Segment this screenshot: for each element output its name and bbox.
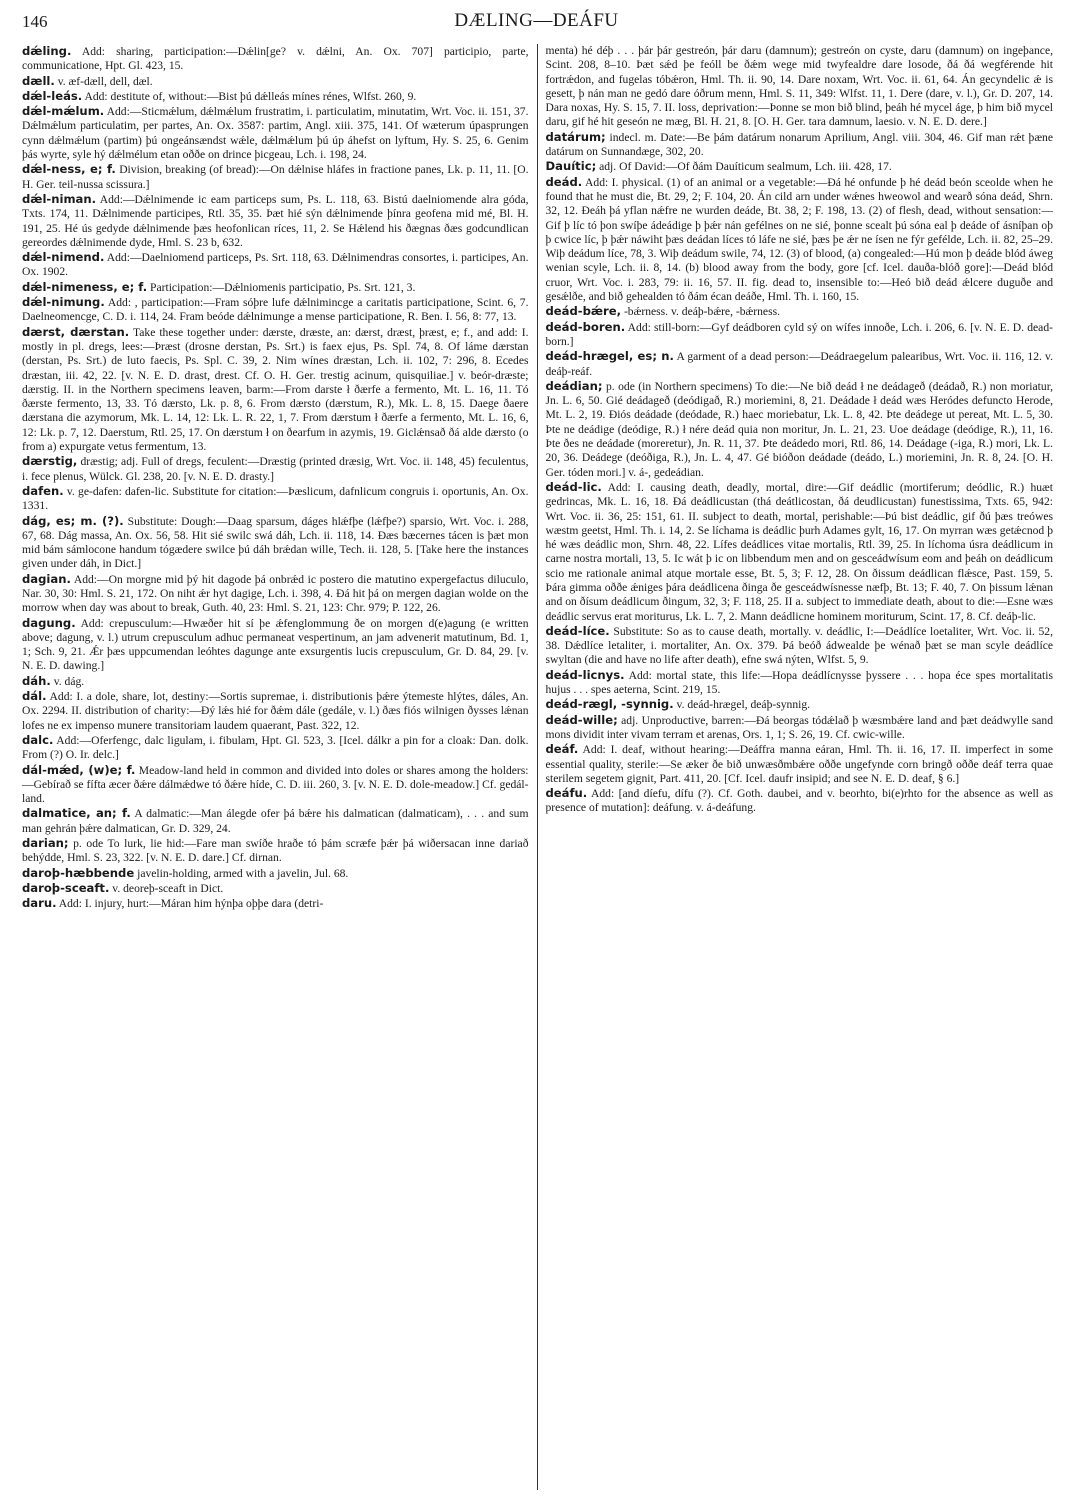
entry-headword: dǽling.	[22, 44, 72, 58]
dictionary-entry	[546, 697, 1054, 712]
entry-definition: Add: mortal state, this life:—Hopa deádlícnysse þyssere . . . hopa éce spes mortalitatis hujus . . . spes aeterna, Scint. 219, 15.	[545, 668, 1053, 697]
entry-definition: A dalmatic:—Man álegde ofer þá bǽre his dalmatican (dalmaticam), . . . and sum man gehrán þǽre dalmatican, Gr. D. 329, 24.	[22, 807, 529, 835]
entry-definition: Add: I. physical. (1) of an animal or a vegetable:—Ðá hé onfunde þ hé deád beón sceolde when he found that he must die, Bt. 29, 2; F. 104, 20. Án cild arn under wǽnes hweowol and wearð sóna deád, Shrn. 32, 12. Ðeáh þá yflan nǽfre ne wurden deáde, Bt. 38, 2; F. 198, 13. (2) of flesh, dead, without sensation:—Gif þ líc tó þon swíþe ádeádige þ þǽr nán gefélnes on ne sié, þonne scealt þú sóna eal þ deáde of ásníþan oþ þ cwice líc, þ þǽr náwiht þæs deádan líces tó láfe ne sié, þæs þe ǽr ne ísen ne fýr gefélde, Lch. ii. 82, 25–29. Wiþ deádum líce, 78, 3. Wiþ deádum swile, 74, 12. (3) of blood, (a) congealed:—Hú mon þ deáde blód áweg wenian scyle, Lch. ii. 8, 14. (b) blood away from the body, gore [cf. Icel. dauða-blóð gore]:—Deád blód cruor, Wrt. Voc. i. 283, 79: ii. 16, 57. II. fig. dead to, insensible to:—Heó bið deád ǽlcere duguðe and gesǽlðe, and bið gehealden tó ðám écan deáðe, Hml. Th. i. 160, 15.	[545, 175, 1053, 304]
dictionary-entry	[546, 713, 1054, 743]
entry-definition: Add: crepusculum:—Hwæðer hit sí þe ǽfenglommung ðe on morgen d(e)agung (e written above; dagung, v. l.) utrum crepusculum adhuc permaneat vespertinum, an jam advenerit matutinum, Bd. 1, 1; Sch. 9, 21. Ǽr þæs uppcumendan leóhtes dagunge ante exsurgentis lucis crepusculum, Gr. D. 84, 29. [v. N. E. D. dawing.]	[22, 616, 529, 673]
entry-definition: Take these together under: dærste, dræste, an: dærst, dræst, þræst, e; f., and add: I. mostly in pl. dregs, lees:—Þræst (drosne derstan, Ps. Srt.) is faex ejus, Ps. Spl. 74, 8. Of láme dærstan (derstan, Ps. Srt.) de luto faecis, Ps. Spl. C. 39, 2. Nim wínes dræstan, Lch. ii. 102, 7: 296, 8. Ecedes dræstan, iii. 42, 22. [v. N. E. D. drast, drest. Cf. O. H. Ger. trestig acinum, quisquiliae.] v. beór-dræste; dærstig. II. in the Northern specimens leaven, barm:—From darste ł ðærfe a fermento, Mt. L. 16, 11. Tó ðærste fermento, 13, 33. Tó dærsto, Lk. p. 8, 6. From dærsto (dærstum, R.), Mk. L. 8, 15. Daege ðaere dærstana die azymorum, Mk. L. 14, 12: Lk. L. R. 22, 1, 7. From dærstum ł ðærfe a fermento, Mt. L. 16, 6, 12: Lk. p. 7, 12. Daerstum, Rtl. 25, 17. On dærstum ł on ðearfum in azymis, 19. Giclǽnsað ðá alde dærsto (o from a) expurgate vetus fermentum, 13.	[22, 325, 529, 454]
entry-definition: dræstig; adj. Full of dregs, feculent:—Dræstig (printed dræsig, Wrt. Voc. ii. 148, 45) feculentus, i. fece plenus, Wülck. Gl. 238, 20. [v. N. E. D. drasty.]	[22, 455, 529, 483]
entry-headword: deád-bǽre,	[545, 304, 622, 319]
dictionary-entry	[546, 668, 1054, 698]
entry-headword: darian;	[22, 836, 69, 851]
dictionary-entry	[22, 689, 529, 733]
dictionary-entry	[546, 304, 1054, 319]
dictionary-entry	[22, 162, 529, 192]
entry-headword: deád-wille;	[545, 712, 618, 727]
entry-headword: deád-licnys.	[545, 667, 625, 682]
entry-definition: v. dág.	[53, 674, 85, 688]
entry-definition: Add: destitute of, without:—Bist þú dǽlleás mínes rénes, Wlfst. 260, 9.	[84, 89, 417, 103]
entry-definition: Add: [and díefu, dífu (?). Cf. Goth. daubei, and v. beorhto, bi(e)rhto for the absence as well as presence of mutation]: deáfung. v. á-deáfung.	[545, 787, 1053, 815]
left-column	[22, 44, 538, 1490]
dictionary-entry	[22, 44, 529, 74]
dictionary-entry	[546, 480, 1054, 624]
entry-definition: adj. Of David:—Of ðám Dauíticum sealmum, Lch. iii. 428, 17.	[599, 160, 892, 174]
dictionary-entry	[22, 866, 529, 881]
dictionary-entry	[546, 786, 1054, 816]
dictionary-entry	[22, 295, 529, 325]
entry-headword: dáh.	[22, 673, 51, 688]
dictionary-entry	[546, 379, 1054, 480]
entry-definition: Add: I. deaf, without hearing:—Deáffra manna eáran, Hml. Th. ii. 16, 17. II. imperfect in some essential quality, sterile:—Se æker ðe bið unwæsðmbǽre oððe ungefynde corn bringð oððe deáf terra quae sterilem segetem gignit, Part. 411, 20. [Cf. Icel. daufr insipid; and see N. E. D. deaf, § 6.]	[545, 743, 1053, 785]
entry-headword: daroþ-hæbbende	[22, 865, 135, 880]
entry-headword: dál.	[22, 689, 47, 704]
entry-definition: indecl. m. Date:—Be þám datárum nonarum Aprilium, Angl. viii. 304, 46. Gif man rǽt þæne datárum on Sunnandæge, 302, 20.	[545, 130, 1053, 159]
dictionary-entry	[22, 280, 529, 295]
dictionary-entry	[22, 514, 529, 572]
entry-headword: dafen.	[22, 483, 64, 498]
dictionary-entry	[22, 192, 529, 250]
entry-headword: deáfu.	[545, 786, 588, 801]
dictionary-entry	[22, 896, 529, 911]
entry-headword: dǽl-mǽlum.	[22, 104, 105, 119]
entry-definition: v. deád-hrægel, deáþ-synnig.	[676, 698, 811, 712]
entry-headword: dærstig,	[22, 454, 78, 469]
entry-headword: dagian.	[22, 571, 71, 586]
entry-headword: dǽl-ness, e; f.	[22, 162, 116, 177]
dictionary-entry	[22, 89, 529, 104]
entry-definition: Add:—Oferfengc, dalc ligulam, i. fibulam, Hpt. Gl. 523, 3. [Icel. dálkr a pin for a cloak: Dan. dolk. From (?) O. Ir. delc.]	[22, 733, 529, 762]
entry-definition: Add: , participation:—Fram sóþre lufe dǽlnimincge a caritatis participatione, Scint. 6, 7. Daelneomencge, C. D. i. 114, 24. Fram beóde dǽlnimunge a mense participatione, R. Ben. I. 56, 8: 77, 13.	[22, 296, 529, 324]
dictionary-entry	[546, 175, 1054, 305]
dictionary-entry	[546, 130, 1054, 160]
entry-headword: dǽl-leás.	[22, 88, 83, 103]
page-title: DÆLING—DEÁFU	[454, 10, 619, 31]
entry-definition: Add: sharing, participation:—Dǽlin[ge? v. dǽlni, An. Ox. 707] participio, parte, communicatione, Hpt. Gl. 423, 15.	[22, 45, 529, 73]
entry-headword: deád-rægl, -synnig.	[545, 697, 674, 712]
entry-definition: -bǽrness. v. deáþ-bǽre, -bǽrness.	[623, 305, 780, 319]
entry-definition: Participation:—Dǽlniomenis participatio, Ps. Srt. 121, 3.	[150, 280, 416, 294]
right-column	[538, 44, 1054, 1490]
dictionary-entry	[22, 616, 529, 674]
entry-definition: Add: I. a dole, share, lot, destiny:—Sortis supremae, i. distributionis þǽre ýtemeste hlýtes, dáles, An. Ox. 2294. II. distribution of charity:—Ðý lǽs hié for ðǽm dále (gedále, v. l.) ðæs fiós wilnigen ðysses lǽnan lofes ne ex impenso munere transitoriam laudem quaerant, Past. 322, 12.	[22, 690, 529, 732]
entry-definition: A garment of a dead person:—Deádraegelum palearibus, Wrt. Voc. ii. 116, 12. v. deáþ-reáf.	[545, 350, 1053, 378]
entry-headword: dág, es; m. (?).	[22, 513, 124, 528]
entry-definition: javelin-holding, armed with a javelin, Jul. 68.	[137, 866, 349, 880]
entry-definition: Add: I. causing death, deadly, mortal, dire:—Gif deádlic (mortiferum; deódlic, R.) huæt gedrincas, Mk. L. 16, 18. Ðá deádlicustan (thá deátlicostan, ðá deudlicustan) funestissima, Txts. 65, 942: Wrt. Voc. ii. 36, 25: 151, 61. II. subject to death, mortal, perishable:—Þú bist deádlic, gif ðú þæs treówes wæstm geetst, Hml. Th. i. 14, 2. Se líchama is deádlic þurh Adames gylt, 16, 17. On myrran wæs getǽcnod þ hé wæs deádlic mon, Shrn. 48, 22. Lífes deádlices vitae mortalis, Rtl. 39, 25. In líchoma úsra deádlicum in carne nostra mortali, 13, 5. Ic wát þ ic on libbendum men and on gesceádwísum eom and þeáh on deádlicum scio me rationale animal atque mortale esse, Bt. 5, 3; F. 12, 28. On ðissum deádlican flǽsce, Past. 159, 5. Þára gimma oððe ǽniges þára deádlicena ðinga ðe gesceádwísnesse næfþ, Bt. 13; F. 40, 7. On þissum lǽnan and on ðísum deádlicum ðingum, 32, 3; F. 118, 25. II a. subject to immediate death, about to die:—Esne wæs deádlic servus erat moriturus, Lk. L. 7, 2. Mann deádlicne hominem moriturum, Scint. 17, 8. Cf. deáþ-lic.	[545, 480, 1053, 623]
entry-headword: Dauític;	[545, 159, 597, 174]
dictionary-entry	[22, 104, 529, 162]
entry-headword: deád-lic.	[545, 479, 602, 494]
entry-headword: dǽl-nimeness, e; f.	[22, 279, 148, 294]
dictionary-entry	[22, 881, 529, 896]
entry-headword: dalmatice, an; f.	[22, 806, 131, 821]
dictionary-entry	[22, 250, 529, 280]
entry-headword: datárum;	[545, 129, 606, 144]
entry-definition: Add:—Sticmǽlum, dǽlmǽlum frustratim, i. particulatim, minutatim, Wrt. Voc. ii. 151, 37. Dǽlmǽlum particulatim, per partes, An. Ox. 3587: partim, Angl. xiii. 375, 141. Of wæterum úpasprungen cynn dǽlmǽlum (partim) þú ongeánsændst wǽle, dǽlmǽlum þú úp áhefst on lyftum, Hy. S. 25, 6. Genim þás wyrte, syle hý dǽlmélum etan oððe on drince þicgeau, Lch. i. 198, 24.	[22, 105, 529, 162]
entry-headword: deád-hrægel, es; n.	[545, 349, 674, 364]
dictionary-entry	[546, 159, 1054, 174]
entry-definition: Add: I. injury, hurt:—Máran him hýnþa oþþe dara (detri-	[58, 897, 324, 911]
page-number: 146	[22, 12, 48, 31]
entry-definition: Meadow-land held in common and divided into doles or shares among the holders:—Gebírað se fífta æcer ðǽre dálmǽdwe tó ðǽre híde, C. D. iii. 260, 3. [v. N. E. D. dole-meadow.] Cf. gedál-land.	[22, 763, 529, 806]
entry-headword: deád.	[545, 174, 583, 189]
entry-definition: adj. Unproductive, barren:—Ðá beorgas tódǽlað þ wæsmbǽre land and þæt deádwylle sand mons dividit inter vivam terram et arenas, Ors. 1, 1; S. 26, 19. Cf. cwic-wille.	[545, 713, 1053, 741]
entry-definition: menta) hé déþ . . . þár þár gestreón, þár daru (damnum); gestreón on cyste, daru (damnum) on ingeþance, Scint. 208, 8–10. Þæt sǽd þe feóll be ðǽm wege mid twyfealdre dare losode, ðá ðá wegférende hit fortrǽdon, and fugelas tóbǽron, Hml. Th. ii. 90, 14. Dare noxam, Wrt. Voc. ii. 61, 64. Án gecyndelic ǽ is gesett, þ nán man ne gedó dare óðrum menn, Hml. S. 11, 349: Wlfst. 11, 1. Dere (dare, v. l.), Gr. D. 207, 14. Dara noxas, Hy. S. 15, 7. II. loss, deprivation:—Þonne se mon bið blind, þeáh hé mycel áge, þ him bið mycel daru, gif hé hit geseón ne mæg, Bl. H. 21, 8. [O. H. Ger. tara damnum, laesio. v. N. E. D. dere.]	[545, 44, 1053, 129]
dictionary-entry	[22, 325, 529, 455]
entry-headword: dǽl-niman.	[22, 191, 97, 206]
dictionary-entry	[22, 733, 529, 763]
entry-headword: dærst, dærstan.	[22, 324, 130, 339]
entry-definition: v. ge-dafen: dafen-lic. Substitute for citation:—Þæslicum, dafnlicum congruis i. oportunis, An. Ox. 1331.	[22, 484, 529, 513]
dictionary-entry	[546, 320, 1054, 350]
text-columns	[22, 44, 1053, 1490]
entry-headword: deád-boren.	[545, 319, 626, 334]
entry-headword: dalc.	[22, 732, 54, 747]
page-header	[22, 10, 1051, 36]
entry-definition: Add:—On morgne mid þý hit dagode þá onbrǽd ic postero die matutino expergefactus diluculo, Nar. 30, 30: Hml. S. 21, 172. On niht ǽr hyt dagige, Lch. i. 398, 4. Ðá hit þá on mergen dagian wolde on the morrow when day was about to break, Guth. 40, 23: Hml. S. 21, 123: Chr. 979; P. 122, 26.	[22, 572, 529, 615]
dictionary-entry	[546, 349, 1054, 379]
dictionary-entry	[22, 836, 529, 866]
entry-definition: Add:—Dǽlnimende ic eam particeps sum, Ps. L. 118, 63. Bistú daelniomende alra góda, Txts. 174, 11. Dǽlnimende participes, Rtl. 35, 35. Þæt hié sýn dǽlnimende þínra geofena mid mé, Bl. H. 191, 25. Hé ús gedyde dǽlnimende þæs heofonlican ríces, 11, 2. Se Hǽlend his ðægnas ðæs godcundlican gereordes dǽlnimende dyde, Hml. S. 23 b, 632.	[22, 192, 529, 249]
entry-headword: deád-líce.	[545, 623, 610, 638]
entry-definition: p. ode (in Northern specimens) To die:—Ne bið deád ł ne deádageð (deádað, R.) non moriatur, Jn. L. 6, 50. Gié deádageð (deódigað, R.) moriemini, 8, 21. Deádade ł deád wæs Heródes defuncto Herode, Mt. L. 2, 19. Ðiós deádade (deódade, R.) haec moriebatur, Lk. L. 8, 42. Þte deádege ut pereat, Mt. L. 5, 30. Þte ne deádige (deódige, R.) ł nére deád quia non moritur, Jn. L. 21, 23. Uoe deádage (deódige, R.), 11, 16. Þte ðes ne deádade (moreretur), Jn. R. 11, 37. Þte deádedo mori, Rtl. 86, 14. Deádage (-iga, R.) mori, Lk. L. 20, 36. Deádege (deóðiga, R.), Jn. L. 4, 47. Gé bióðon deádade (deádo, L.) moriemini, Jn. R. 8, 24. [O. H. Ger. tóden mori.] v. á-, gedeádian.	[545, 379, 1053, 479]
dictionary-entry	[22, 674, 529, 689]
entry-headword: dǽl-nimend.	[22, 250, 105, 265]
entry-headword: dǽl-nimung.	[22, 295, 105, 310]
dictionary-entry	[22, 454, 529, 484]
entry-headword: deádian;	[545, 378, 603, 393]
entry-headword: deáf.	[545, 742, 579, 757]
dictionary-entry	[22, 572, 529, 616]
dictionary-entry	[22, 484, 529, 514]
dictionary-entry	[546, 44, 1054, 130]
entry-definition: v. deoreþ-sceaft in Dict.	[112, 881, 224, 895]
entry-definition: Add: still-born:—Gyf deádboren cyld sý on wífes innoðe, Lch. i. 206, 6. [v. N. E. D. dead-born.]	[545, 320, 1053, 348]
entry-definition: Substitute: So as to cause death, mortally. v. deádlic, I:—Deádlíce loetaliter, Wrt. Voc. ii. 52, 38. Dǽdlíce letaliter, i. mortaliter, An. Ox. 379. Þá beóð ádwealde þe wénað þæt se man scyle deádlíce swyltan (die and have no life after death), efne swá nýten, Wlfst. 5, 9.	[545, 624, 1053, 667]
dictionary-entry	[22, 806, 529, 836]
entry-definition: v. æf-dæll, dell, dæl.	[57, 74, 153, 88]
entry-headword: dagung.	[22, 615, 76, 630]
entry-definition: Add:—Daelniomend particeps, Ps. Srt. 118, 63. Dǽlnimendras consortes, i. participes, An. Ox. 1902.	[22, 251, 529, 279]
dictionary-entry	[22, 74, 529, 89]
entry-headword: daroþ-sceaft.	[22, 880, 110, 895]
dictionary-entry	[546, 624, 1054, 668]
entry-definition: Substitute: Dough:—Daag sparsum, dáges hlǽfþe (lǽfþe?) sparsio, Wrt. Voc. i. 288, 67, 68. Dág massa, An. Ox. 56, 58. Hit sié swilc swá dáh, Lch. ii. 118, 14. Ðæs bæcernes tácen is þæt mon mid bám sámlocone handum tógædere swilce þú dáh brǽdan wille, Tech. ii. 128, 5. [Take here the instances given under dáh, in Dict.]	[22, 514, 529, 571]
dictionary-entry	[546, 742, 1054, 786]
entry-definition: p. ode To lurk, lie hid:—Fare man swíðe hraðe tó þám scræfe þǽr þá wiðersacan inne dariað behýdde, Hml. S. 23, 322. [v. N. E. D. dare.] Cf. dirnan.	[22, 837, 529, 865]
entry-headword: dál-mǽd, (w)e; f.	[22, 762, 136, 777]
dictionary-entry	[22, 763, 529, 807]
entry-definition: Division, breaking (of bread):—On dǽlnise hláfes in fractione panes, Lk. p. 11, 11. [O. H. Ger. teil-nussa scissura.]	[22, 163, 529, 191]
entry-headword: dæll.	[22, 73, 55, 88]
entry-headword: daru.	[22, 896, 57, 911]
